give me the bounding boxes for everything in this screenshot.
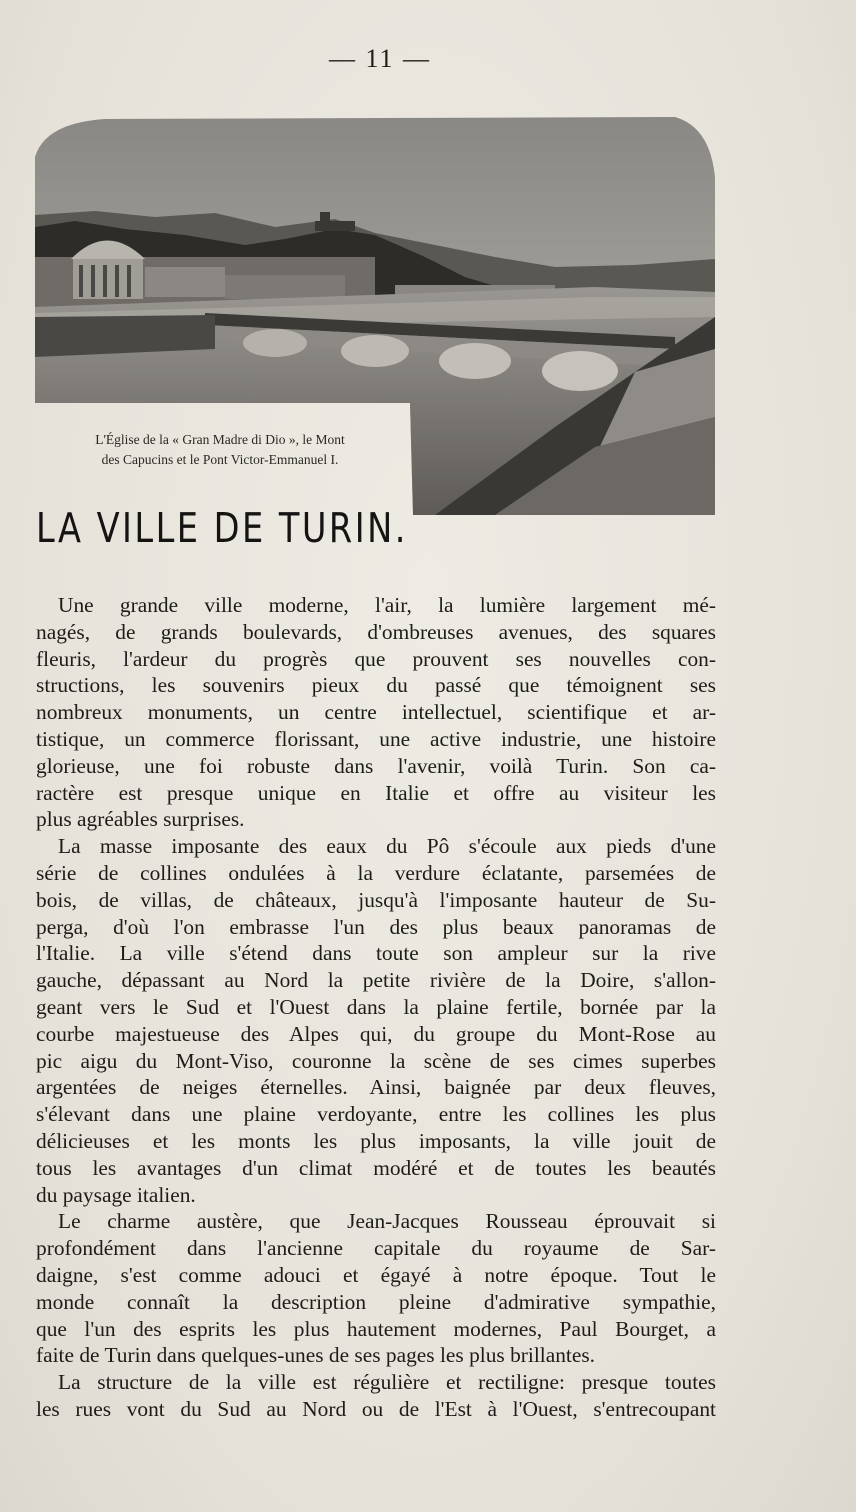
photo-caption [40, 430, 400, 470]
text-line: argentées de neiges éternelles. Ainsi, baignée par deux fleuves, [36, 1075, 716, 1100]
text-line: nagés, de grands boulevards, d'ombreuses avenues, des squares [36, 619, 716, 644]
text-line: du paysage italien. [36, 1182, 196, 1207]
paragraph-2 [36, 833, 716, 1208]
body-text [36, 592, 716, 1423]
paragraph-3 [36, 1208, 716, 1369]
text-line: l'Italie. La ville s'étend dans toute son ampleur sur la rive [36, 941, 716, 966]
text-line: Le charme austère, que Jean-Jacques Rousseau éprouvait si [58, 1209, 716, 1234]
text-line: La structure de la ville est régulière et rectiligne: presque toutes [58, 1370, 716, 1395]
text-line: faite de Turin dans quelques-unes de ses pages les plus brillantes. [36, 1343, 596, 1368]
text-line: pic aigu du Mont-Viso, couronne la scène de ses cimes superbes [36, 1048, 716, 1073]
text-line: La masse imposante des eaux du Pô s'écoule aux pieds d'une [58, 834, 716, 859]
caption-line: L'Église de la « Gran Madre di Dio », le Mont [95, 432, 345, 447]
text-line: monde connaît la description pleine d'admirative sympathie, [36, 1289, 716, 1314]
text-line: tistique, un commerce florissant, une active industrie, une histoire [36, 726, 716, 751]
text-line: que l'un des esprits les plus hautement modernes, Paul Bourget, a [36, 1316, 716, 1341]
text-line: glorieuse, une foi robuste dans l'avenir, voilà Turin. Son ca- [36, 753, 716, 778]
text-line: série de collines ondulées à la verdure éclatante, parsemées de [36, 860, 716, 885]
text-line: structions, les souvenirs pieux du passé que témoignent ses [36, 673, 716, 698]
text-line: nombreux monuments, un centre intellectuel, scientifique et ar- [36, 700, 716, 725]
page-number: — 11 — [328, 44, 432, 73]
text-line: s'élevant dans une plaine verdoyante, entre les collines les plus [36, 1102, 716, 1127]
text-line: Une grande ville moderne, l'air, la lumière largement mé- [58, 593, 716, 617]
paragraph-4 [36, 1369, 716, 1423]
text-line: les rues vont du Sud au Nord ou de l'Est à l'Ouest, s'entrecoupant [36, 1396, 716, 1421]
text-line: courbe majestueuse des Alpes qui, du groupe du Mont-Rose au [36, 1021, 716, 1046]
text-line: plus agréables surprises. [36, 807, 245, 832]
caption-line: des Capucins et le Pont Victor-Emmanuel I. [101, 452, 339, 467]
text-line: daigne, s'est comme adouci et égayé à notre époque. Tout le [36, 1262, 716, 1287]
paragraph-1 [36, 592, 716, 833]
text-line: délicieuses et les monts les plus imposants, la ville jouit de [36, 1128, 716, 1153]
text-line: geant vers le Sud et l'Ouest dans la plaine fertile, bornée par la [36, 994, 716, 1019]
text-line: fleuris, l'ardeur du progrès que prouvent ses nouvelles con- [36, 646, 716, 671]
chapter-title: LA VILLE DE TURIN. [36, 504, 408, 552]
text-line: profondément dans l'ancienne capitale du royaume de Sar- [36, 1236, 716, 1261]
text-line: perga, d'où l'on embrasse l'un des plus beaux panoramas de [36, 914, 716, 939]
text-line: tous les avantages d'un climat modéré et de toutes les beautés [36, 1155, 716, 1180]
text-line: ractère est presque unique en Italie et offre au visiteur les [36, 780, 716, 805]
text-line: gauche, dépassant au Nord la petite rivière de la Doire, s'allon- [36, 968, 716, 993]
text-line: bois, de villas, de châteaux, jusqu'à l'imposante hauteur de Su- [36, 887, 716, 912]
